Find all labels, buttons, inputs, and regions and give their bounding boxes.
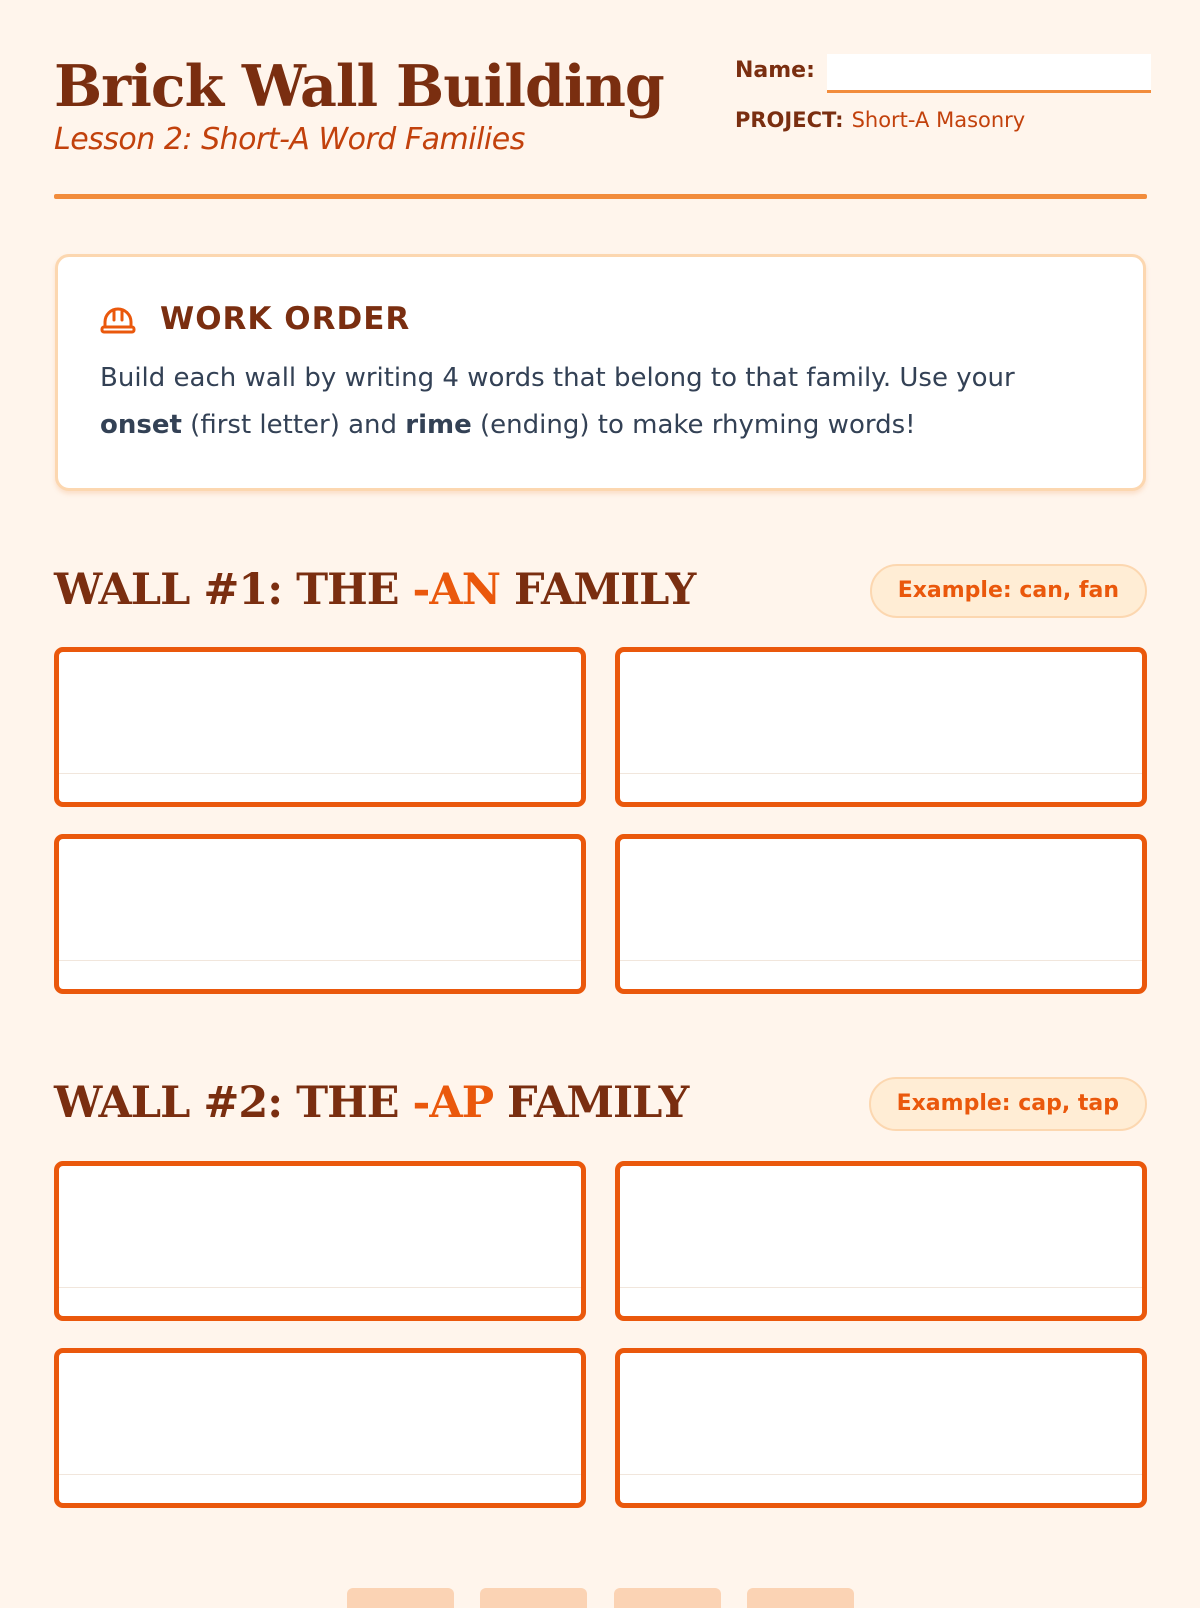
brick-box[interactable] xyxy=(54,1161,586,1321)
wall-title xyxy=(54,560,695,620)
brick-box[interactable] xyxy=(615,1348,1147,1508)
example-badge: Example: can, fan xyxy=(870,564,1147,618)
decorative-brick-tab xyxy=(747,1588,854,1608)
word-input[interactable] xyxy=(620,839,1146,991)
wall-ap-family xyxy=(54,1073,1147,1509)
instruction-text: (first letter) and xyxy=(181,410,406,440)
decorative-brick-tab xyxy=(347,1588,454,1608)
hard-hat-icon xyxy=(100,303,136,335)
header-divider xyxy=(54,194,1147,199)
decorative-brick-tab xyxy=(480,1588,587,1608)
brick-box[interactable] xyxy=(54,647,586,807)
wall-title-prefix: WALL #2: THE xyxy=(54,1078,413,1128)
word-input[interactable] xyxy=(620,1353,1146,1505)
project-label: PROJECT: xyxy=(735,108,844,132)
work-order-instructions xyxy=(100,355,1100,449)
word-input[interactable] xyxy=(59,1166,585,1318)
wall-title xyxy=(54,1073,688,1133)
wall-an-family xyxy=(54,560,1147,996)
word-input[interactable] xyxy=(59,1353,585,1505)
brick-box[interactable] xyxy=(54,1348,586,1508)
work-order-title: WORK ORDER xyxy=(160,301,411,337)
project-value: Short-A Masonry xyxy=(851,108,1026,132)
instruction-text: Build each wall by writing 4 words that belong to that family. Use your xyxy=(100,363,1015,393)
example-badge: Example: cap, tap xyxy=(869,1077,1147,1131)
word-input[interactable] xyxy=(59,839,585,991)
name-label: Name: xyxy=(735,58,815,83)
brick-tabs xyxy=(347,1588,856,1608)
rime-term: rime xyxy=(405,410,472,440)
wall-title-suffix: FAMILY xyxy=(500,565,696,615)
page-title: Brick Wall Building xyxy=(54,53,664,120)
word-input[interactable] xyxy=(620,652,1146,804)
work-order-card xyxy=(55,254,1146,491)
brick-box[interactable] xyxy=(615,834,1147,994)
onset-term: onset xyxy=(100,410,182,440)
project-row xyxy=(735,108,1025,132)
name-row xyxy=(735,52,1147,92)
name-field[interactable] xyxy=(827,54,1151,93)
decorative-brick-tab xyxy=(614,1588,721,1608)
worksheet-header xyxy=(54,52,1147,200)
wall-title-prefix: WALL #1: THE xyxy=(54,565,413,615)
brick-box[interactable] xyxy=(615,647,1147,807)
brick-box[interactable] xyxy=(615,1161,1147,1321)
wall-title-suffix: FAMILY xyxy=(493,1078,689,1128)
lesson-subtitle: Lesson 2: Short-A Word Families xyxy=(54,122,525,157)
wall-rime: -AP xyxy=(412,1078,494,1128)
wall-rime: -AN xyxy=(412,565,501,615)
word-input[interactable] xyxy=(59,652,585,804)
brick-box[interactable] xyxy=(54,834,586,994)
word-input[interactable] xyxy=(620,1166,1146,1318)
instruction-text: (ending) to make rhyming words! xyxy=(471,410,916,440)
